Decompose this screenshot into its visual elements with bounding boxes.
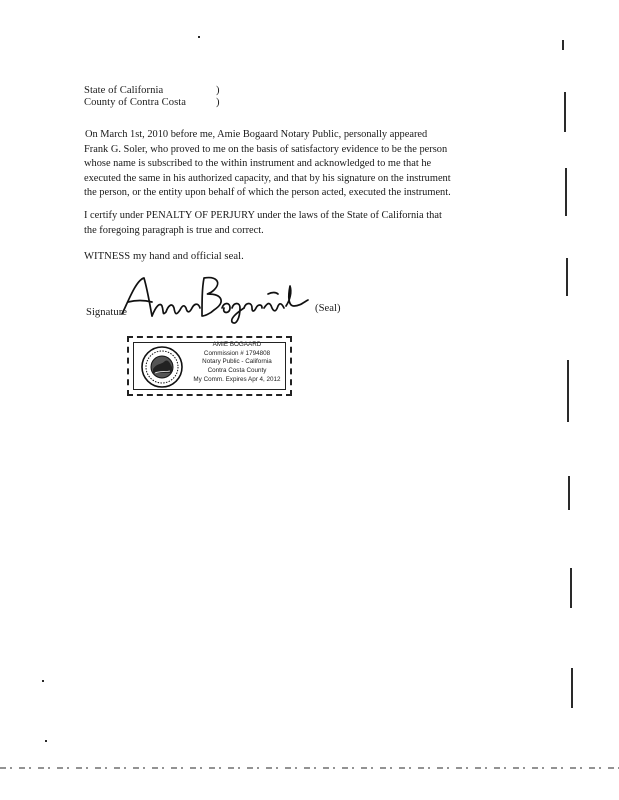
venue-bracket: ) <box>216 85 220 96</box>
acknowledgment-line: On March 1st, 2010 before me, Amie Bogaard Notary Public, personally appeared <box>85 129 428 140</box>
seal-label: (Seal) <box>315 303 341 314</box>
county-line: County of Contra Costa <box>84 97 187 108</box>
acknowledgment-line: executed the same in his authorized capacity, and that by his signature on the instrument <box>84 172 451 184</box>
acknowledgment-paragraph <box>84 128 451 201</box>
certification-line: I certify under PENALTY OF PERJURY under the laws of the State of California that <box>84 210 442 221</box>
scan-edge-line <box>0 767 619 769</box>
acknowledgment-line: whose name is subscribed to the within instrument and acknowledged to me that he <box>84 158 432 169</box>
state-line: State of California <box>84 85 164 96</box>
scan-mark <box>567 360 569 422</box>
stamp-text <box>187 341 287 385</box>
scan-mark <box>42 680 44 682</box>
scan-mark <box>566 258 568 296</box>
scan-mark <box>571 668 573 708</box>
stamp-line: Notary Public - California <box>202 358 272 366</box>
acknowledgment-line: Frank G. Soler, who proved to me on the basis of satisfactory evidence to be the person <box>84 143 448 155</box>
stamp-line: My Comm. Expires Apr 4, 2012 <box>193 375 281 383</box>
certification-paragraph <box>84 209 442 238</box>
acknowledgment-line: the person, or the entity upon behalf of which the person acted, executed the instrument. <box>84 187 451 198</box>
notary-stamp <box>127 336 292 396</box>
scan-mark <box>570 568 572 608</box>
venue-bracket: ) <box>216 97 220 108</box>
scan-mark <box>562 40 564 50</box>
stamp-line: Commission # 1794808 <box>203 349 271 357</box>
scan-mark <box>565 168 567 216</box>
certification-line: the foregoing paragraph is true and correct. <box>84 224 264 236</box>
scan-mark <box>564 92 566 132</box>
state-seal-icon <box>139 345 185 389</box>
scan-mark <box>568 476 570 510</box>
scan-mark <box>45 740 47 742</box>
handwritten-signature <box>118 272 314 328</box>
signature-label: Signature <box>86 307 128 318</box>
stamp-line: AMIE BOGAARD <box>212 341 262 348</box>
witness-line: WITNESS my hand and official seal. <box>84 251 244 262</box>
scan-mark <box>198 36 200 38</box>
stamp-line: Contra Costa County <box>207 367 267 375</box>
